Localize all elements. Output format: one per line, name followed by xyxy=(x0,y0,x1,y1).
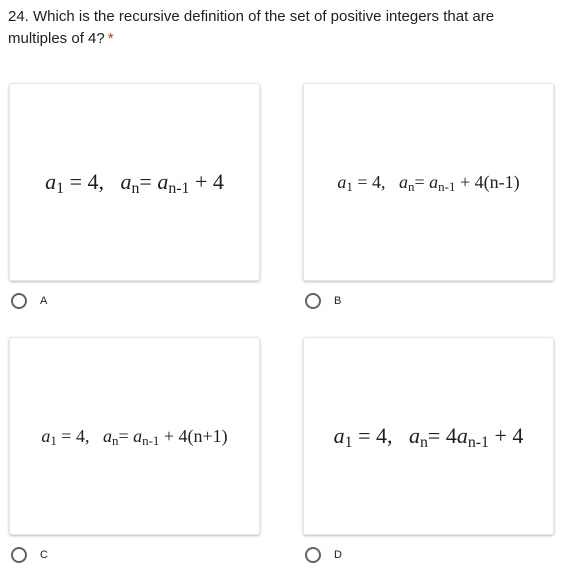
choice-label-d: D xyxy=(334,549,342,561)
formula-d: $a_1 = 4$, $a_n= 4a_{n-1} + 4$ xyxy=(333,423,524,451)
choice-d[interactable] xyxy=(305,544,342,566)
choice-label-a: A xyxy=(40,295,48,307)
choice-a[interactable] xyxy=(11,290,47,312)
formula-c: $a_1 = 4$, $a_n= a_{n-1} + 4(n+1)$ xyxy=(41,425,228,448)
radio-button-b[interactable] xyxy=(305,293,321,309)
formula-b: $a_1 = 4$, $a_n= a_{n-1} + 4(n-1)$ xyxy=(337,171,520,194)
required-asterisk: * xyxy=(107,30,114,47)
choice-b[interactable] xyxy=(305,290,341,312)
choice-label-c: C xyxy=(40,549,48,561)
choice-label-b: B xyxy=(334,295,342,307)
option-image-a xyxy=(9,83,260,281)
radio-button-d[interactable] xyxy=(305,547,321,563)
question-title xyxy=(8,6,556,50)
formula-a: $a_1 = 4$, $a_n= a_{n-1} + 4$ xyxy=(45,169,224,197)
option-image-c xyxy=(9,337,260,535)
radio-button-a[interactable] xyxy=(11,293,27,309)
option-image-d xyxy=(303,337,554,535)
option-image-b xyxy=(303,83,554,281)
question-text: 24. Which is the recursive definition of the set of positive integers that are multiples of 4? xyxy=(8,8,495,47)
choice-c[interactable] xyxy=(11,544,48,566)
radio-button-c[interactable] xyxy=(11,547,27,563)
